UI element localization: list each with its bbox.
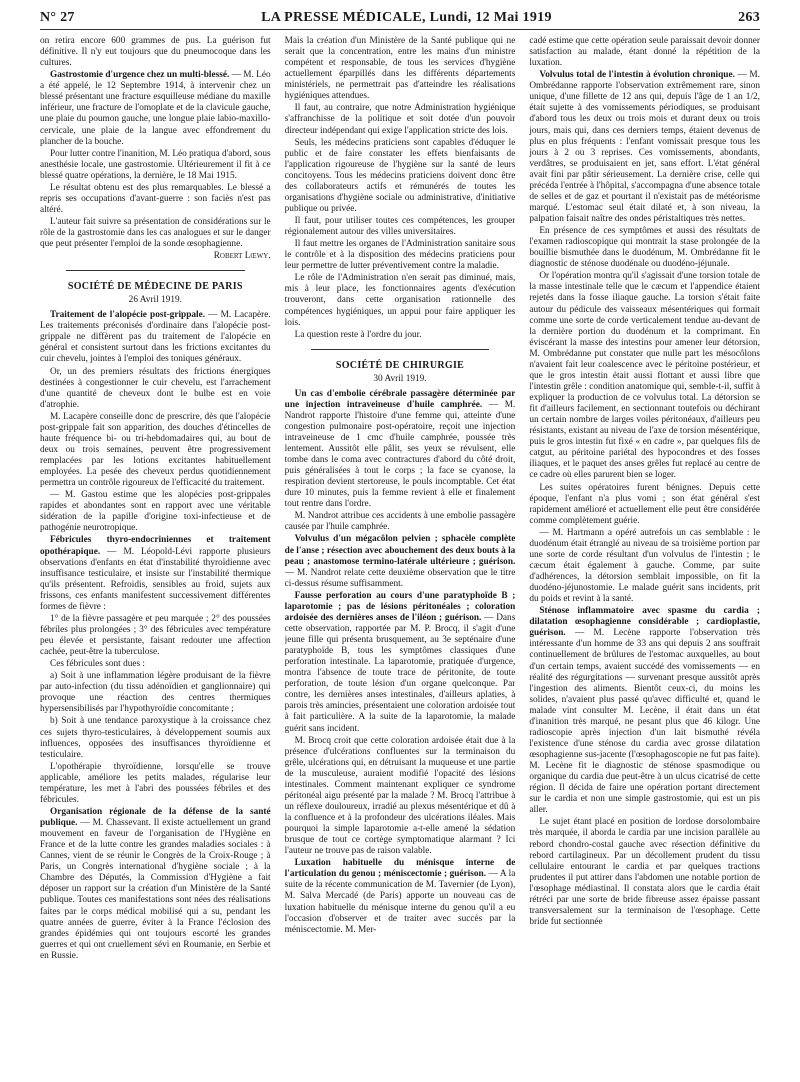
society-date: 26 Avril 1919. <box>128 295 182 306</box>
section-divider <box>66 270 245 271</box>
section-heading: Gastrostomie d'urgence chez un multi-blessé. <box>50 70 230 81</box>
column-2 <box>285 36 516 1056</box>
section-heading: Sténose inflammatoire avec spasme du cardia ; dilatation œsophagienne considérable ; cardioplastie, guérison. <box>529 606 760 639</box>
paragraph-alopecie <box>40 310 271 365</box>
header-rule <box>40 29 760 30</box>
paragraph-text: — M. Chassevant. Il existe actuellement un grand mouvement en faveur de l'organisation de l'Hygiène en France et de la lutte contre les grandes maladies sociales : à Cannes, vient de se réunir le Congrès de la Croix-Rouge ; à Paris, un Congrès international d'hygiène sociale ; à la Chambre des Députés, la Commission d'Hygiène a fait déposer un rapport sur la création d'un Ministère de la Santé publique. Toutes ces manifestations sont nées des réalisations faites par le corps médical mobilisé qui a su, pendant les quatre années de guerre, éviter à la France l'éclosion des grandes épidémies qui ont toujours escorté les grandes guerres et qui ont cruellement sévi en Roumanie, en Serbie et en Russie. <box>40 818 271 961</box>
text-columns <box>40 36 760 1056</box>
paragraph-text: — M. Nandrot rapporte l'histoire d'une femme qui, atteinte d'une congestion pulmonaire post-opératoire, reçoit une injection intraveineuse de 1 cmc d'huile camphrée, poussée très lentement. Aussitôt elle pâlit, ses yeux se révulsent, elle tombe dans le coma avec contractures d'abord du côté droit, puis généralisées à tout le corps ; la face se cyanose, la respiration devient stertoreuse, le pouls incomptable. Cet état dure 10 minutes, puis la femme revient à elle et finalement tout rentre dans l'ordre. <box>284 399 516 510</box>
author-signature: Robert Lœwy. <box>213 251 271 262</box>
paragraph: Il faut, pour utiliser toutes ces compétences, les grouper régionalement autour des villes universitaires. <box>284 216 516 238</box>
paragraph: Ces fébricules sont dues : <box>50 659 146 670</box>
section-heading: Volvulus d'un mégacôlon pelvien ; sphacèle complète de l'anse ; résection avec abouchement des deux bouts à la peau ; anastomose termino-latérale ultérieure ; guérison. <box>284 534 516 567</box>
paragraph-stenose <box>529 606 760 816</box>
paragraph-luxation <box>285 858 516 935</box>
paragraph: Les suites opératoires furent bénignes. Depuis cette époque, l'enfant n'a plus vomi ; son état général s'est rapidement amélioré et actuellement elle peut être considérée comme complètement guérie. <box>529 482 760 526</box>
paragraph: a) Soit à une inflammation légère produisant de la fièvre par auto-infection (du tissu adénoïdien et ganglionnaire) qui provoque une réaction des centres thermiques hypersensibilisés par l'hypothyroïdie concomitante ; <box>40 671 271 715</box>
paragraph: Il faut, au contraire, que notre Administration hygiénique s'affranchisse de la politique et soit dotée d'un pouvoir directeur indépendant qui exige l'application stricte des lois. <box>284 103 516 136</box>
society-title: SOCIÉTÉ DE MÉDECINE DE PARIS <box>67 281 243 293</box>
paragraph: M. Brocq croit que cette coloration ardoisée était due à la présence d'ulcérations confluentes sur la terminaison du grêle, ulcérations qui, en détruisant la muqueuse et une partie de la musculeuse, auraient modifié l'opacité des lésions intestinales. Comment maintenant expliquer ce syndrome péritonéal aigu présenté par la malade ? M. Brocq l'attribue à un réflexe douloureux, irradié au plexus mésentérique et dû à la confluence et à la profondeur des ulcérations iléales. Mais pourquoi la simple laparotomie a-t-elle amené la sédation brusque de tout ce cortège symptomatique alarmant ? Ici l'auteur ne trouve pas de raison valable. <box>284 735 516 857</box>
section-heading: Fausse perforation au cours d'une paratyphoïde B ; laparotomie ; pas de lésions péritonéales ; coloration ardoisée des dernières anses de l'iléon ; guérison. <box>284 590 516 623</box>
paragraph-text: — A la suite de la récente communication de M. Tavernier (de Lyon), M. Salva Mercadé (de Paris) apporte un nouveau cas de luxation habituelle du ménisque interne du genou qu'il a eu l'occasion d'observer et de traiter avec succès par la méniscectomie. M. Mer- <box>284 869 516 935</box>
journal-title: LA PRESSE MÉDICALE, Lundi, 12 Mai 1919 <box>261 10 552 25</box>
page-header <box>40 10 760 26</box>
paragraph-text: — M. Lacapère. Les traitements préconisés d'ordinaire dans l'alopécie post-grippale ne diffèrent pas du traitement de l'alopécie en général et consistent surtout dans les frictions excitantes du cuir chevelu, jointes à l'emploi des toniques généraux. <box>40 310 271 365</box>
paragraph: En présence de ces symptômes et aussi des résultats de l'examen radioscopique qui montrait la stase prolongée de la bouillie bismuthée dans le duodénum, M. Ombrédanne fit le diagnostic de sténose duodénale ou duodéno-jéjunale. <box>529 226 760 270</box>
paragraph-text: — M. Léopold-Lévi rapporte plusieurs observations d'enfants en état d'instabilité thyroïdienne avec insuffisance testiculaire, et insiste sur l'instabilité thermique qu'ils présentent. Refroidis, sensibles au froid, sujets aux frissons, ces enfants manifestent successivement différentes formes de fièvre : <box>40 546 271 612</box>
paragraph: — M. Gastou estime que les alopécies post-grippales rapides et abondantes sont en rapport avec une véritable sidération de la papille d'origine toxi-infectieuse et de pathogénie neurotropique. <box>40 490 271 534</box>
paragraph-fausse-perforation <box>285 591 516 735</box>
paragraph: on retira encore 600 grammes de pus. La guérison fut définitive. Il n'y eut toujours que du pneumocoque dans les cultures. <box>40 36 271 69</box>
paragraph: La question reste à l'ordre du jour. <box>294 329 422 340</box>
paragraph-volvulus-megacolon <box>285 534 516 589</box>
paragraph: cadé estime que cette opération seule paraissait devoir donner satisfaction au malade, étant donné la répétition de la luxation. <box>529 36 760 69</box>
section-heading: Organisation régionale de la défense de la santé publique. <box>40 806 271 829</box>
paragraph: Pour lutter contre l'inanition, M. Léo pratiqua d'abord, sous anesthésie locale, une gastrostomie. Ultérieurement il fit à ce blessé quatre opérations, la dernière, le 18 Mai 1915. <box>40 148 271 181</box>
section-heading: Luxation habituelle du ménisque interne de l'articulation du genou ; méniscectomie ; guérison. <box>284 858 516 880</box>
paragraph: Or l'opération montra qu'il s'agissait d'une torsion totale de la masse intestinale telle que le cæcum et l'appendice étaient rejetés dans la fosse iliaque gauche. La torsion s'était faite autour du pédicule des vaisseaux mésentériques qui formait comme une sorte de corde verticalement tendue au-devant de la dernière portion du duodénum et la comprimant. En éviscérant la masse des intestins pour amener leur détorsion, M. Ombrédanne put constater que nulle part les mésocôlons n'avaient fait leur coalescence avec le péritoine postérieur, et que le gros intestin était aussi flottant et aussi libre que l'intestin grêle : condition anatomique qui, semble-t-il, suffit à expliquer la production de ce volvulus total. La détorsion se fit d'ailleurs facilement, en sectionnant toutefois ou déchirant un certain nombre de larges voiles péritonéaux, d'ailleurs peu résistants, existant au niveau de l'axe de torsion mésentérique, puis le gros intestin fut fixé « en cadre », par quelques fils de catgut, au péritoine pariétal des hypocondres et des fosses iliaques, et le paquet des anses grêles fut replacé au centre de ce cadre où elles parurent bien se loger. <box>529 271 760 481</box>
paragraph: b) Soit à une tendance paroxystique à la croissance chez ces sujets thyro-testiculaires, à développement soumis aux influences, opposées des insuffisances thyroïdienne et testiculaire. <box>40 716 271 760</box>
paragraph-organisation <box>40 807 271 962</box>
paragraph: L'opothérapie thyroïdienne, lorsqu'elle se trouve applicable, améliore les petits malades, régularise leur température, les met à l'abri des poussées fébriles et des fébricules. <box>40 761 271 805</box>
paragraph: L'auteur fait suivre sa présentation de considérations sur le rôle de la gastrostomie dans les cas analogues et sur le danger que peut présenter l'emploi de la sonde œsophagienne. <box>40 217 271 250</box>
paragraph: Mais la création d'un Ministère de la Santé publique qui ne serait que la concentration, entre les mains d'un ministre compétent et responsable, de tous les services d'hygiène actuellement éparpillés dans les différents départements ministériels, ne permettrait pas d'atteindre les réalisations hygiéniques attendues. <box>284 36 516 102</box>
column-1 <box>40 36 271 1056</box>
column-3 <box>529 36 760 1056</box>
paragraph-text: — M. Léo a été appelé, le 12 Septembre 1914, à intervenir chez un blessé présentant une fracture esquilleuse médiane du maxille inférieur, une fracture de l'omoplate et de la clavicule gauche, une plaie du poumon gauche, une longue plaie labio-maxillo-cervicale, une plaie de la langue avec effondrement du plancher de la bouche. <box>40 70 271 147</box>
paragraph-volvulus-total <box>529 70 760 225</box>
paragraph: — M. Hartmann a opéré autrefois un cas semblable : le duodénum était étranglé au niveau de sa troisième portion par une sorte de corde résultant d'un volvulus de l'intestin ; le cæcum était également à gauche. Comme, par suite d'adhérences, la détorsion semblait impossible, on fit la duodéno-jéjunostomie. Le malade guérit sans incidents, prit du poids et revint à la santé. <box>529 527 760 605</box>
section-divider <box>311 349 490 350</box>
page-number-left: N° 27 <box>40 10 75 25</box>
paragraph: Or, un des premiers résultats des frictions énergiques destinées à congestionner le cuir chevelu, est l'arrachement d'une quantité de cheveux dont le bulbe est en voie d'atrophie. <box>40 366 271 410</box>
section-heading: Volvulus total de l'intestin à évolution chronique. <box>539 70 735 81</box>
paragraph-text: — M. Nandrot relate cette deuxième observation que le titre ci-dessus résume suffisamment. <box>284 567 516 589</box>
section-heading: Traitement de l'alopécie post-grippale. <box>50 310 206 321</box>
paragraph: Le sujet étant placé en position de lordose dorsolombaire très marquée, il aborda le cardia par une incision parallèle au rebord chondro-costal gauche avec résection définitive du rebord cartilagineux. Par un décollement prudent du tissu cellulaire entourant le cardia et par quelques tractions prudentes il put attirer dans l'abdomen une notable portion de l'œsophage médiastinal. Il constata alors que le cardia était rétréci par une sorte de bride fibreuse assez épaisse passant transversalement sur la terminaison de l'œsophage. Cette bride fut sectionnée <box>529 817 760 927</box>
paragraph-febricules <box>40 535 271 612</box>
society-date: 30 Avril 1919. <box>373 373 427 384</box>
paragraph: Le résultat obtenu est des plus remarquables. Le blessé a repris ses occupations d'avant-guerre : son faciès n'est pas altéré. <box>40 182 271 215</box>
paragraph-embolie <box>285 389 516 511</box>
paragraph: 1° de la fièvre passagère et peu marquée ; 2° des poussées fébriles plus prolongées ; 3° des fébricules avec température peu élevée et persistante, faisant redouter une affection cachée, peut-être la tuberculose. <box>40 613 271 658</box>
page-number-right: 263 <box>738 10 760 25</box>
paragraph-text: — M. Ombrédanne rapporte l'observation extrêmement rare, sinon unique, d'une fillette de 12 ans qui, depuis l'âge de 1 an 1/2, était sujette à des vomissements périodiques, se produisant d'abord tous les deux ou trois mois et durant deux ou trois jours, mais qui, dans ces derniers temps, étaient devenus de plus en plus fréquents : l'enfant vomissait presque tous les jours à 2 ou 3 reprises. Ces vomissements, abondants, verdâtres, se produisaient en jet, sans effort. L'état général avait fini par pâtir sérieusement. La dernière crise, celle qui précéda l'entrée à l'hôpital, s'accompagna d'une absence totale de selles et de gaz et pourtant il n'existait pas de météorisme marqué. L'estomac seul était dilaté et, à son niveau, la palpation faisait naître des ondes péristaltiques très nettes. <box>529 70 760 224</box>
paragraph: Il faut mettre les organes de l'Administration sanitaire sous le contrôle et à la disposition des médecins praticiens pour leur permettre de lutter préventivement contre la maladie. <box>284 239 516 272</box>
section-heading: Fébricules thyro-endocriniennes et traitement opothérapique. <box>40 535 271 557</box>
paragraph: Seuls, les médecins praticiens sont capables d'éduquer le public et de faire constater les effets bienfaisants de l'application rigoureuse de l'hygiène sur la santé de leurs concitoyens. Tous les médecins praticiens doivent donc être des collaborateurs actifs et rémunérés de toutes les organisations d'hygiène sociale ou administrative, d'initiative publique ou privée. <box>284 137 516 214</box>
society-title: SOCIÉTÉ DE CHIRURGIE <box>335 359 465 371</box>
paragraph: M. Nandrot attribue ces accidents à une embolie passagère causée par l'huile camphrée. <box>284 511 516 533</box>
paragraph-text: — M. Lecène rapporte l'observation très intéressante d'un homme de 33 ans qui depuis 2 ans souffrait continuellement de brûlures de l'estomac auxquelles, au bout d'un certain temps, avaient succédé des vomissements — en réalité des régurgitations — survenant presque aussitôt après l'ingestion des aliments. Bientôt ceux-ci, du moins les solides, n'avaient plus passé qu'avec difficulté et, quand le malade vint consulter M. Lecène, il était dans un état d'inanition très marqué, ne pesant plus que 46 kilogr. Une radioscopie après injection d'un lait bismuthé révéla l'existence d'une sténose du cardia avec grosse dilatation œsophagienne sus-jacente (l'œsophagoscopie ne fut pas faite). M. Lecène fit le diagnostic de sténose spasmodique ou organique du cardia due peut-être à un ulcus cicatrisé de cette région. Il décida de faire une opération portant directement sur le cardia et non une simple gastrostomie, qui est un pis aller. <box>529 628 760 816</box>
section-heading: Un cas d'embolie cérébrale passagère déterminée par une injection intraveineuse d'huile camphrée. <box>284 388 516 410</box>
paragraph-text: — Dans cette observation, rapportée par M. P. Brocq, il s'agit d'une jeune fille qui présenta brusquement, au 3e septénaire d'une paratyphoïde B, tous les symptômes classiques d'une perforation intestinale. La laparotomie, pratiquée d'urgence, montra l'absence de toute trace de péritonite, de toute perforation, de toute lésion d'un organe quelconque. Par contre, les dernières anses intestinales, d'ailleurs aplaties, à parois très amincies, présentaient une coloration ardoisée tout à fait particulière. A la suite de la laparotomie, la malade guérit sans incident. <box>284 612 516 734</box>
paragraph: M. Lacapère conseille donc de prescrire, dès que l'alopécie post-grippale fait son apparition, des douches d'étincelles de haute fréquence bi- ou tri-hebdomadaires qui, au bout de deux ou trois semaines, peuvent être progressivement remplacées par les lotions excitantes habituellement employées. La pesée des cheveux perdus quotidiennement permettra un contrôle rigoureux de l'efficacité du traitement. <box>40 411 271 489</box>
paragraph: Le rôle de l'Administration n'en serait pas diminué, mais, mis à leur place, les fonctionnaires agents d'exécution trouveront, dans cette organisation rationnelle des compétences hygiéniques, un appui pour faire appliquer les lois. <box>284 273 516 328</box>
paragraph-gastrostomie <box>40 70 271 147</box>
